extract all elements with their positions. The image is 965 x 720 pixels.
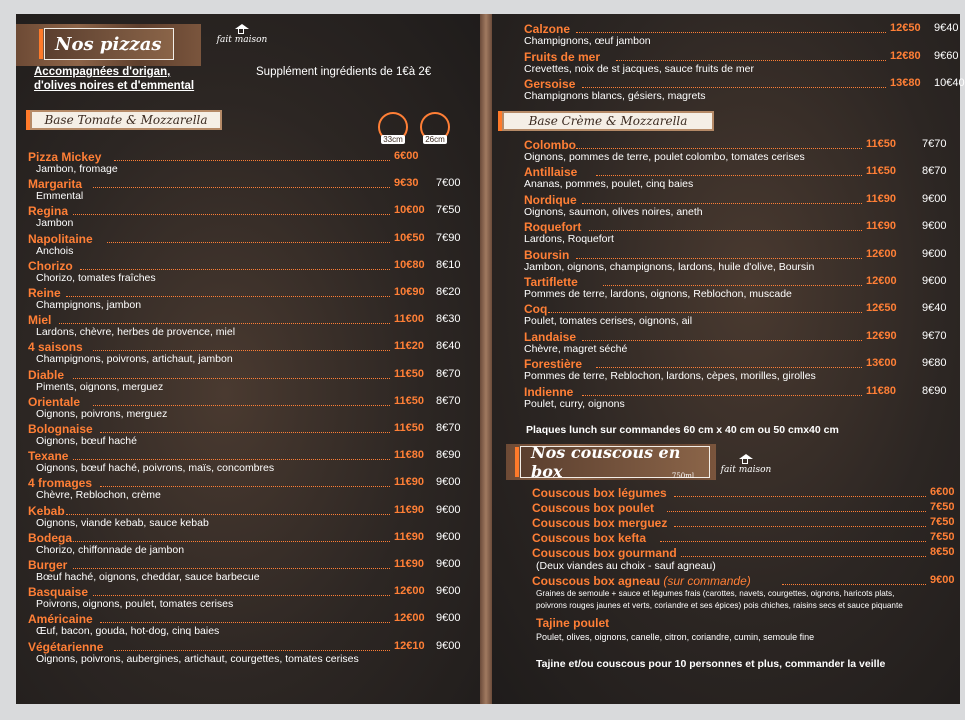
agneau-name-text: Couscous box agneau: [532, 574, 661, 588]
title-accent-bar: [515, 447, 519, 477]
title-accent-bar: [39, 29, 43, 59]
item-name: Diable: [28, 367, 65, 382]
dot-leader: [73, 214, 390, 215]
item-name: 4 fromages: [28, 476, 93, 491]
couscous-name: Couscous box kefta: [532, 531, 647, 545]
menu-item: [28, 340, 470, 368]
price-large: 11€00: [394, 313, 424, 326]
menu-item: [28, 612, 470, 640]
price-large: 12€50: [866, 302, 897, 315]
dot-leader: [73, 541, 390, 542]
right-menu-panel: [492, 14, 965, 704]
dot-leader: [114, 650, 390, 651]
dot-leader: [596, 175, 862, 176]
price-small: 9€80: [922, 357, 947, 370]
price-large: 11€20: [394, 340, 424, 353]
dot-leader: [59, 323, 390, 324]
price-small: 8€90: [436, 449, 461, 462]
item-description: Chorizo, tomates fraîches: [36, 271, 156, 284]
item-description: Crevettes, noix de st jacques, sauce fruits de mer: [524, 62, 754, 75]
price-small: 7€90: [436, 231, 461, 244]
footer-note: Tajine et/ou couscous pour 10 personnes et plus, commander la veille: [536, 658, 886, 670]
menu-item: [28, 313, 470, 341]
pizzas-title-text: Nos pizzas: [55, 33, 162, 55]
item-description: Oignons, poivrons, aubergines, artichaut, courgettes, tomates cerises: [36, 652, 359, 665]
pizzas-title: [44, 28, 174, 60]
item-description: Lardons, Roquefort: [524, 233, 614, 246]
price-small: 10€40: [934, 77, 965, 89]
item-name: Orientale: [28, 394, 81, 409]
price-large: 10€90: [394, 286, 425, 298]
gourmand-note: (Deux viandes au choix - sauf agneau): [536, 560, 716, 572]
item-name: Miel: [28, 313, 52, 328]
dot-leader: [93, 595, 390, 596]
menu-item: [524, 275, 946, 303]
menu-item: [28, 449, 470, 477]
item-description: Champignons, poivrons, artichaut, jambon: [36, 353, 233, 366]
price-large: 12€00: [866, 275, 897, 287]
item-description: Jambon, oignons, champignons, lardons, huile d'olive, Boursin: [524, 260, 815, 273]
price-small: 8€10: [436, 258, 461, 271]
dot-leader: [582, 203, 862, 204]
item-description: Oignons, viande kebab, sauce kebab: [36, 516, 209, 529]
dot-leader: [80, 269, 390, 270]
menu-item: [524, 49, 959, 78]
dot-leader: [576, 258, 862, 259]
menu-item: [28, 177, 470, 205]
price-small: 9€40: [922, 302, 947, 315]
item-description: Champignons, jambon: [36, 299, 142, 311]
item-name: Bodega: [28, 530, 73, 545]
price-large: 12€50: [890, 22, 921, 34]
price-large: 13€00: [866, 357, 897, 370]
item-name: Indienne: [524, 384, 574, 399]
pizza-size-large-icon: [378, 112, 408, 142]
price-small: 9€00: [922, 192, 947, 205]
menu-item: [28, 150, 470, 178]
price-large: 11€90: [394, 558, 424, 570]
price-small: 9€00: [922, 247, 947, 260]
couscous-item: [532, 546, 960, 560]
dot-leader: [582, 395, 862, 396]
price-large: 11€80: [394, 449, 424, 462]
menu-item: [524, 385, 946, 413]
menu-item: [28, 204, 470, 232]
dot-leader: [667, 511, 926, 512]
item-name: Végétarienne: [28, 639, 104, 654]
dot-leader: [589, 230, 862, 231]
price-large: 6€00: [394, 150, 419, 162]
item-description: Chèvre, Reblochon, crème: [36, 489, 161, 502]
menu-item: [28, 286, 470, 314]
price-large: 11€90: [394, 503, 424, 516]
price-large: 10€50: [394, 231, 425, 244]
item-description: Poulet, tomates cerises, oignons, ail: [524, 315, 693, 328]
agneau-price: 9€00: [930, 574, 955, 586]
dot-leader: [114, 160, 390, 161]
price-small: 9€00: [436, 530, 461, 543]
intro-line-2: d'olives noires et d'emmental: [34, 80, 195, 92]
dot-leader: [66, 514, 390, 515]
menu-item: [28, 422, 470, 450]
price-small: 9€00: [922, 220, 947, 233]
menu-item: [524, 357, 946, 385]
base-creme-title: [502, 111, 714, 131]
dot-leader: [73, 568, 390, 569]
price-small: 7€70: [922, 138, 947, 150]
couscous-size: 750ml: [671, 472, 695, 480]
dot-leader: [582, 340, 862, 341]
price-large: 10€00: [394, 204, 425, 217]
couscous-price: 6€00: [930, 486, 955, 498]
price-large: 11€50: [394, 394, 424, 407]
menu-item: [28, 558, 470, 586]
item-description: Oignons, pommes de terre, poulet colombo, tomates cerises: [524, 151, 805, 163]
item-description: Oignons, poivrons, merguez: [36, 407, 168, 420]
price-large: 13€80: [890, 77, 921, 89]
item-name: Margarita: [28, 177, 83, 192]
couscous-item: [532, 501, 960, 515]
couscous-name: Couscous box gourmand: [532, 546, 677, 560]
menu-item: [28, 259, 470, 287]
item-description: Champignons blancs, gésiers, magrets: [524, 90, 706, 102]
item-name: Boursin: [524, 247, 570, 262]
item-name: Forestière: [524, 357, 583, 372]
item-description: Pommes de terre, Reblochon, lardons, cèpes, morilles, girolles: [524, 370, 816, 383]
menu-item: [524, 330, 946, 358]
item-name: Texane: [28, 449, 69, 464]
price-small: 9€00: [436, 585, 461, 598]
price-small: 8€70: [436, 394, 461, 407]
dot-leader: [93, 405, 390, 406]
price-small: 8€70: [436, 422, 461, 434]
agneau-name: [532, 574, 751, 588]
couscous-price: 8€50: [930, 546, 955, 558]
dot-leader: [73, 378, 390, 379]
price-large: 12€00: [394, 585, 425, 598]
couscous-agneau-row: [532, 574, 960, 588]
item-description: Piments, oignons, merguez: [36, 380, 164, 393]
menu-item: [28, 395, 470, 423]
item-name: Burger: [28, 558, 68, 572]
price-large: 11€50: [866, 138, 896, 150]
price-small: 9€70: [922, 329, 947, 342]
item-name: Gersoise: [524, 77, 576, 91]
item-description: Poulet, curry, oignons: [524, 397, 625, 410]
pizza-size-small-icon: [420, 112, 450, 142]
price-small: 9€40: [934, 22, 959, 34]
price-small: 8€70: [922, 165, 947, 178]
dot-leader: [100, 432, 390, 433]
item-name: Basquaise: [28, 585, 89, 600]
price-large: 9€30: [394, 177, 419, 190]
dot-leader: [576, 32, 886, 33]
item-description: Jambon: [36, 217, 74, 230]
dot-leader: [548, 312, 862, 313]
item-name: Tartiflette: [524, 275, 578, 289]
price-small: 7€00: [436, 177, 461, 190]
couscous-item: [532, 531, 960, 545]
menu-item: [524, 138, 946, 166]
subtitle-accent-bar: [498, 111, 502, 131]
fait-maison-badge: [212, 24, 272, 45]
item-description: Pommes de terre, lardons, oignons, Reblochon, muscade: [524, 288, 792, 300]
lunch-note: Plaques lunch sur commandes 60 cm x 40 cm ou 50 cmx40 cm: [526, 424, 839, 436]
tajine-name: Tajine poulet: [536, 616, 610, 630]
price-large: 11€80: [866, 384, 896, 397]
base-creme-text: Base Crème & Mozzarella: [528, 114, 688, 128]
menu-item: [524, 302, 946, 330]
dot-leader: [73, 459, 390, 460]
price-small: 7€50: [436, 204, 461, 217]
price-small: 9€00: [436, 503, 461, 516]
couscous-price: 7€50: [930, 531, 955, 543]
price-large: 11€50: [394, 422, 424, 434]
menu-item: [28, 640, 470, 668]
item-description: Anchois: [36, 244, 74, 257]
item-name: Kebab: [28, 503, 65, 518]
dot-leader: [66, 296, 390, 297]
base-tomate-text: Base Tomate & Mozzarella: [44, 113, 208, 127]
couscous-price: 7€50: [930, 501, 955, 513]
price-small: 8€70: [436, 367, 461, 380]
price-large: 12€90: [866, 329, 897, 342]
pizza-menu-panel: [16, 14, 480, 704]
item-description: Oignons, bœuf haché, poivrons, maïs, concombres: [36, 462, 275, 475]
house-icon: [235, 24, 249, 34]
couscous-name: Couscous box poulet: [532, 501, 655, 515]
price-small: 9€00: [436, 476, 461, 489]
item-description: Chorizo, chiffonnade de jambon: [36, 543, 185, 556]
dot-leader: [93, 350, 390, 351]
menu-item: [524, 220, 946, 248]
dot-leader: [674, 526, 926, 527]
intro-line-1: Accompagnées d'origan,: [34, 66, 171, 78]
item-description: Oignons, saumon, olives noires, aneth: [524, 205, 703, 218]
item-name: Regina: [28, 204, 69, 219]
menu-item: [28, 368, 470, 396]
item-description: Œuf, bacon, gouda, hot-dog, cinq baies: [36, 625, 220, 638]
item-name: Roquefort: [524, 220, 582, 235]
item-description: Emmental: [36, 190, 84, 203]
garnish-line-1: Graines de semoule + sauce et légumes frais (carottes, navets, courgettes, oignons, haricots plats,: [536, 589, 895, 598]
fait-maison-badge-2: [716, 454, 776, 475]
menu-item: [524, 193, 946, 221]
price-large: 12€80: [890, 49, 921, 62]
base-tomate-title: [30, 110, 222, 130]
couscous-price: 7€50: [930, 516, 955, 528]
menu-fold: [480, 14, 492, 704]
couscous-title-text: Nos couscous en box: [531, 443, 681, 481]
item-name: Calzone: [524, 22, 571, 36]
price-small: 9€00: [436, 612, 461, 625]
dot-leader: [603, 285, 862, 286]
garnish-line-2: poivrons rouges jaunes et verts, coriandre et ses épices) pois chiches, raisins secs et sauce piquante: [536, 601, 903, 610]
price-small: 8€30: [436, 313, 461, 326]
price-large: 10€80: [394, 258, 425, 271]
dot-leader: [576, 148, 862, 149]
item-name: Antillaise: [524, 165, 578, 180]
couscous-name: Couscous box merguez: [532, 516, 668, 530]
item-description: Champignons, œuf jambon: [524, 35, 651, 47]
item-name: Bolognaise: [28, 422, 93, 436]
item-description: Lardons, chèvre, herbes de provence, miel: [36, 326, 236, 339]
price-large: 11€50: [866, 165, 896, 178]
price-large: 12€10: [394, 639, 425, 652]
item-name: Colombo: [524, 138, 576, 152]
price-large: 12€00: [394, 612, 425, 625]
item-name: Landaise: [524, 329, 577, 344]
couscous-name: Couscous box légumes: [532, 486, 667, 500]
dot-leader: [681, 556, 926, 557]
tajine-desc: Poulet, olives, oignons, canelle, citron, coriandre, cumin, semoule fine: [536, 632, 815, 642]
menu-item: [28, 504, 470, 532]
supplement-note: Supplément ingrédients de 1€à 2€: [256, 66, 432, 78]
item-description: Poivrons, oignons, poulet, tomates cerises: [36, 598, 234, 611]
couscous-item: [532, 486, 960, 500]
item-name: Napolitaine: [28, 231, 93, 246]
item-name: Reine: [28, 286, 61, 300]
fait-maison-text: fait maison: [720, 465, 772, 475]
dot-leader: [582, 87, 886, 88]
size-26-label: 26cm: [425, 135, 445, 144]
price-small: 9€00: [922, 275, 947, 287]
price-small: 9€00: [436, 558, 461, 570]
menu-item: [524, 248, 946, 276]
price-large: 11€90: [866, 192, 896, 205]
item-name: 4 saisons: [28, 340, 83, 355]
price-large: 12€00: [866, 247, 897, 260]
dot-leader: [782, 584, 926, 585]
price-small: 8€20: [436, 286, 461, 298]
item-description: Ananas, pommes, poulet, cinq baies: [524, 178, 694, 191]
price-large: 11€90: [394, 476, 424, 489]
dot-leader: [93, 187, 390, 188]
menu-item: [524, 22, 959, 50]
price-small: 8€90: [922, 384, 947, 397]
menu-item: [524, 165, 946, 193]
dot-leader: [660, 541, 926, 542]
item-description: Jambon, fromage: [36, 163, 118, 175]
price-large: 11€50: [394, 367, 424, 380]
item-name: Coq: [524, 302, 548, 317]
price-large: 11€90: [394, 530, 424, 543]
price-small: 9€60: [934, 49, 959, 62]
item-description: Oignons, bœuf haché: [36, 435, 137, 447]
dot-leader: [596, 367, 862, 368]
dot-leader: [107, 242, 390, 243]
item-name: Chorizo: [28, 258, 73, 273]
menu-item: [28, 476, 470, 504]
agneau-tag: (sur commande): [663, 574, 751, 588]
price-large: 11€90: [866, 220, 896, 233]
dot-leader: [100, 486, 390, 487]
fait-maison-text: fait maison: [216, 35, 268, 45]
subtitle-accent-bar: [26, 110, 30, 130]
dot-leader: [674, 496, 926, 497]
menu-item: [28, 531, 470, 559]
item-name: Américaine: [28, 612, 93, 627]
menu-item: [524, 77, 965, 105]
size-33-label: 33cm: [383, 135, 403, 144]
dot-leader: [616, 60, 886, 61]
price-small: 9€00: [436, 639, 461, 652]
menu-item: [28, 585, 470, 613]
item-name: Pizza Mickey: [28, 150, 102, 164]
price-small: 8€40: [436, 340, 461, 353]
menu-item: [28, 232, 470, 260]
house-icon: [739, 454, 753, 464]
item-name: Fruits de mer: [524, 49, 601, 64]
item-name: Nordique: [524, 192, 577, 207]
couscous-item: [532, 516, 960, 530]
dot-leader: [100, 622, 390, 623]
item-description: Bœuf haché, oignons, cheddar, sauce barbecue: [36, 571, 260, 583]
item-description: Chèvre, magret séché: [524, 342, 628, 355]
